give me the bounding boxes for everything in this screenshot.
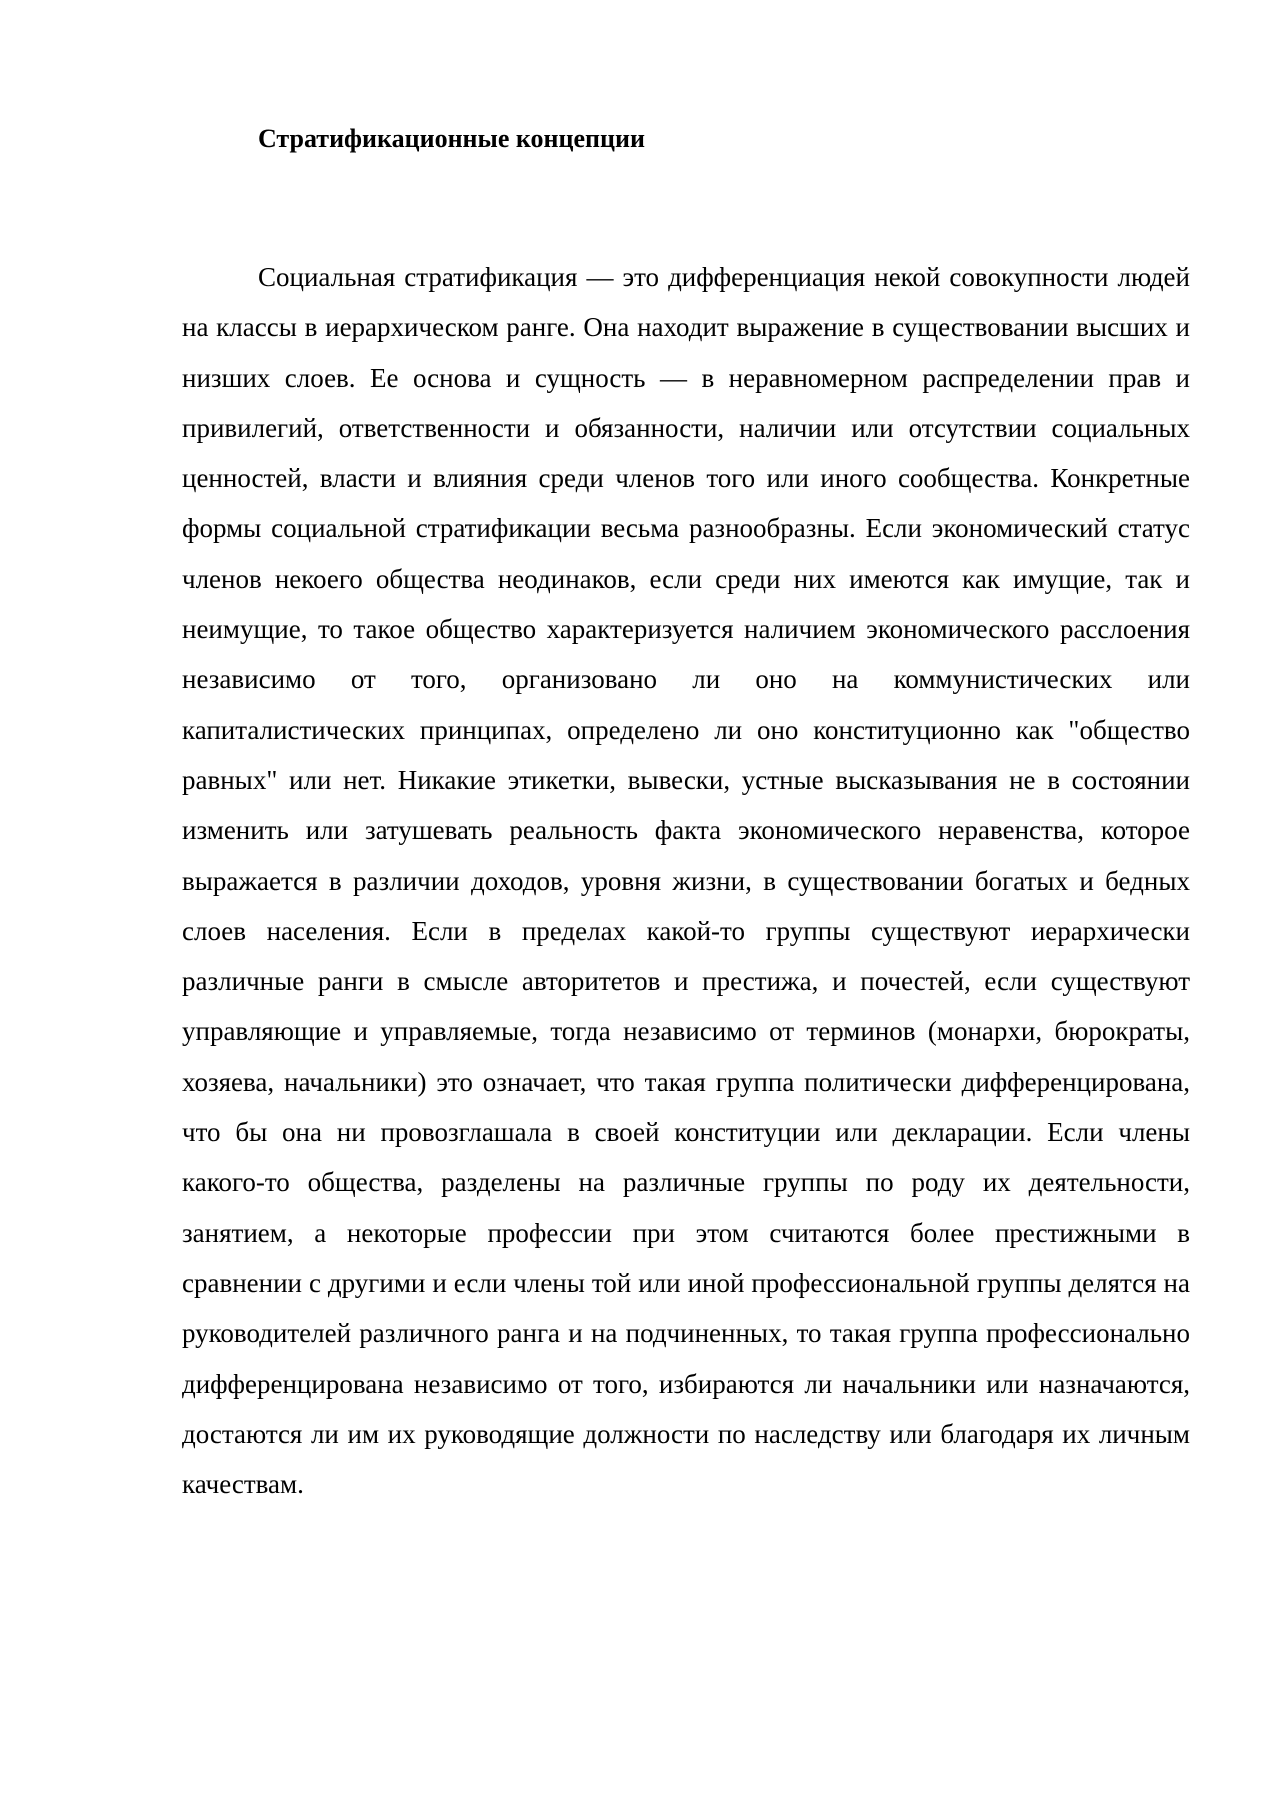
- document-title: Стратификационные концепции: [258, 124, 645, 153]
- body-paragraph: Социальная стратификация — это дифференциация некой совокупности людей на классы в иерархическом ранге. Она находит выражение в существовании высших и низших слоев. Ее основа и сущность — в неравномерном распределении прав и привилегий, ответственности и обязанности, наличии или отсутствии социальных ценностей, власти и влияния среди членов того или иного сообщества. Конкретные формы социальной стратификации весьма разнообразны. Если экономический статус членов некоего общества неодинаков, если среди них имеются как имущие, так и неимущие, то такое общество характеризуется наличием экономического расслоения независимо от того, организовано ли оно на коммунистических или капиталистических принципах, определено ли оно конституционно как "общество равных" или нет. Никакие этикетки, вывески, устные высказывания не в состоянии изменить или затушевать реальность факта экономического неравенства, которое выражается в различии доходов, уровня жизни, в существовании богатых и бедных слоев населения. Если в пределах какой-то группы существуют иерархически различные ранги в смысле авторитетов и престижа, и почестей, если существуют управляющие и управляемые, тогда независимо от терминов (монархи, бюрократы, хозяева, начальники) это означает, что такая группа политически дифференцирована, что бы она ни провозглашала в своей конституции или декларации. Если члены какого-то общества, разделены на различные группы по роду их деятельности, занятием, а некоторые профессии при этом считаются более престижными в сравнении с другими и если члены той или иной профессиональной группы делятся на руководителей различного ранга и на подчиненных, то такая группа профессионально дифференцирована независимо от того, избираются ли начальники или назначаются, достаются ли им их руководящие должности по наследству или благодаря их личным качествам.: [182, 262, 1190, 1500]
